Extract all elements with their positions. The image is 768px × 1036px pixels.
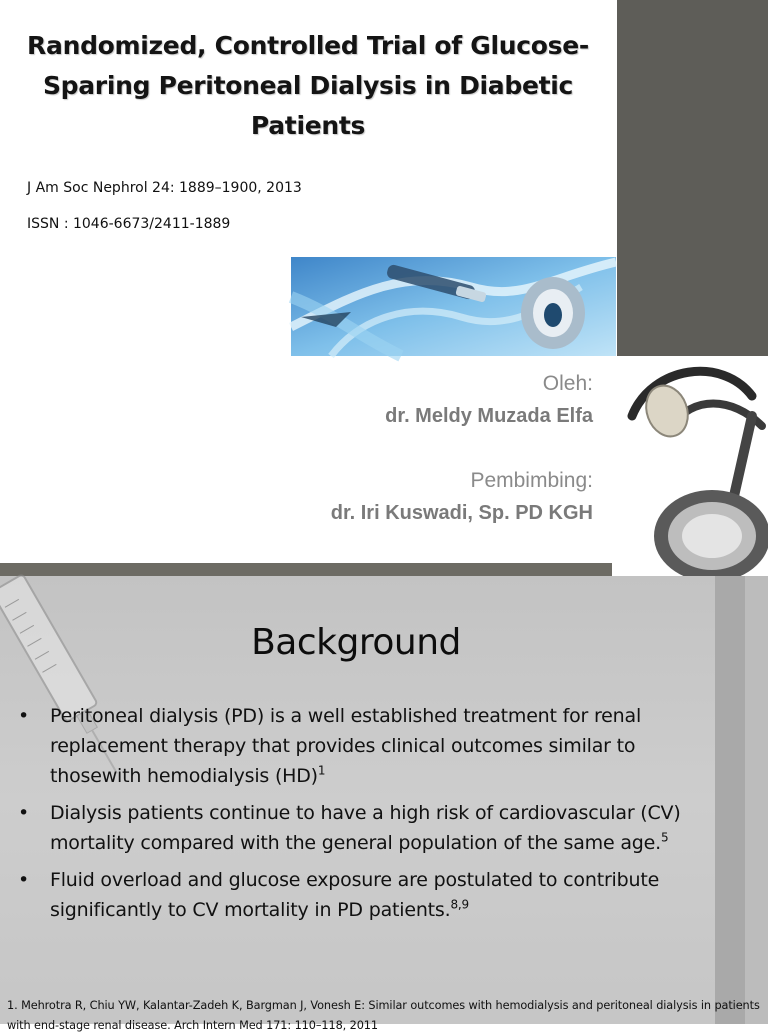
- citation-superscript: 1: [317, 763, 326, 778]
- bullet-text: Fluid overload and glucose exposure are postulated to contribute significantly to CV mortality in PD patients.: [50, 869, 660, 921]
- bullet-icon: •: [18, 869, 30, 891]
- bullet-icon: •: [18, 802, 30, 824]
- bullet-text: Peritoneal dialysis (PD) is a well established treatment for renal replacement therapy that provides clinical outcomes similar to thosewith hemodialysis (HD): [50, 705, 642, 787]
- bullet-text: Dialysis patients continue to have a high risk of cardiovascular (CV) mortality compared with the general population of the same age.: [50, 802, 681, 854]
- decorative-stripe-light: [745, 576, 768, 1024]
- divider-bar: [0, 563, 612, 576]
- citation-superscript: 5: [660, 830, 669, 845]
- presenter-name: dr. Meldy Muzada Elfa: [385, 405, 593, 427]
- bullet-item: [18, 865, 718, 925]
- presenter-label: Oleh:: [542, 372, 593, 395]
- footnote-reference: 1. Mehrotra R, Chiu YW, Kalantar-Zadeh K, Bargman J, Vonesh E: Similar outcomes with hemodialysis and peritoneal dialysis in patients with end-stage renal disease. Arch Intern Med 171: 110–118, 2011: [7, 999, 760, 1032]
- bullet-item: [18, 798, 718, 858]
- issn-line: ISSN : 1046-6673/2411-1889: [27, 216, 231, 232]
- background-bullet-list: [18, 701, 718, 932]
- stethoscope-image: [612, 356, 768, 576]
- bullet-icon: •: [18, 705, 30, 727]
- slide-title: Randomized, Controlled Trial of Glucose-Sparing Peritoneal Dialysis in Diabetic Patients: [27, 31, 589, 140]
- bullet-item: [18, 701, 718, 791]
- citation-superscript: 8,9: [450, 897, 469, 912]
- section-heading: Background: [251, 622, 461, 663]
- background-slide: [0, 576, 768, 1032]
- dark-gray-panel: [617, 0, 768, 356]
- supervisor-label: Pembimbing:: [470, 469, 593, 492]
- journal-citation: J Am Soc Nephrol 24: 1889–1900, 2013: [27, 180, 302, 196]
- decorative-stripe: [715, 576, 745, 1024]
- supervisor-name: dr. Iri Kuswadi, Sp. PD KGH: [330, 502, 593, 524]
- dialysis-equipment-photo: [291, 257, 616, 356]
